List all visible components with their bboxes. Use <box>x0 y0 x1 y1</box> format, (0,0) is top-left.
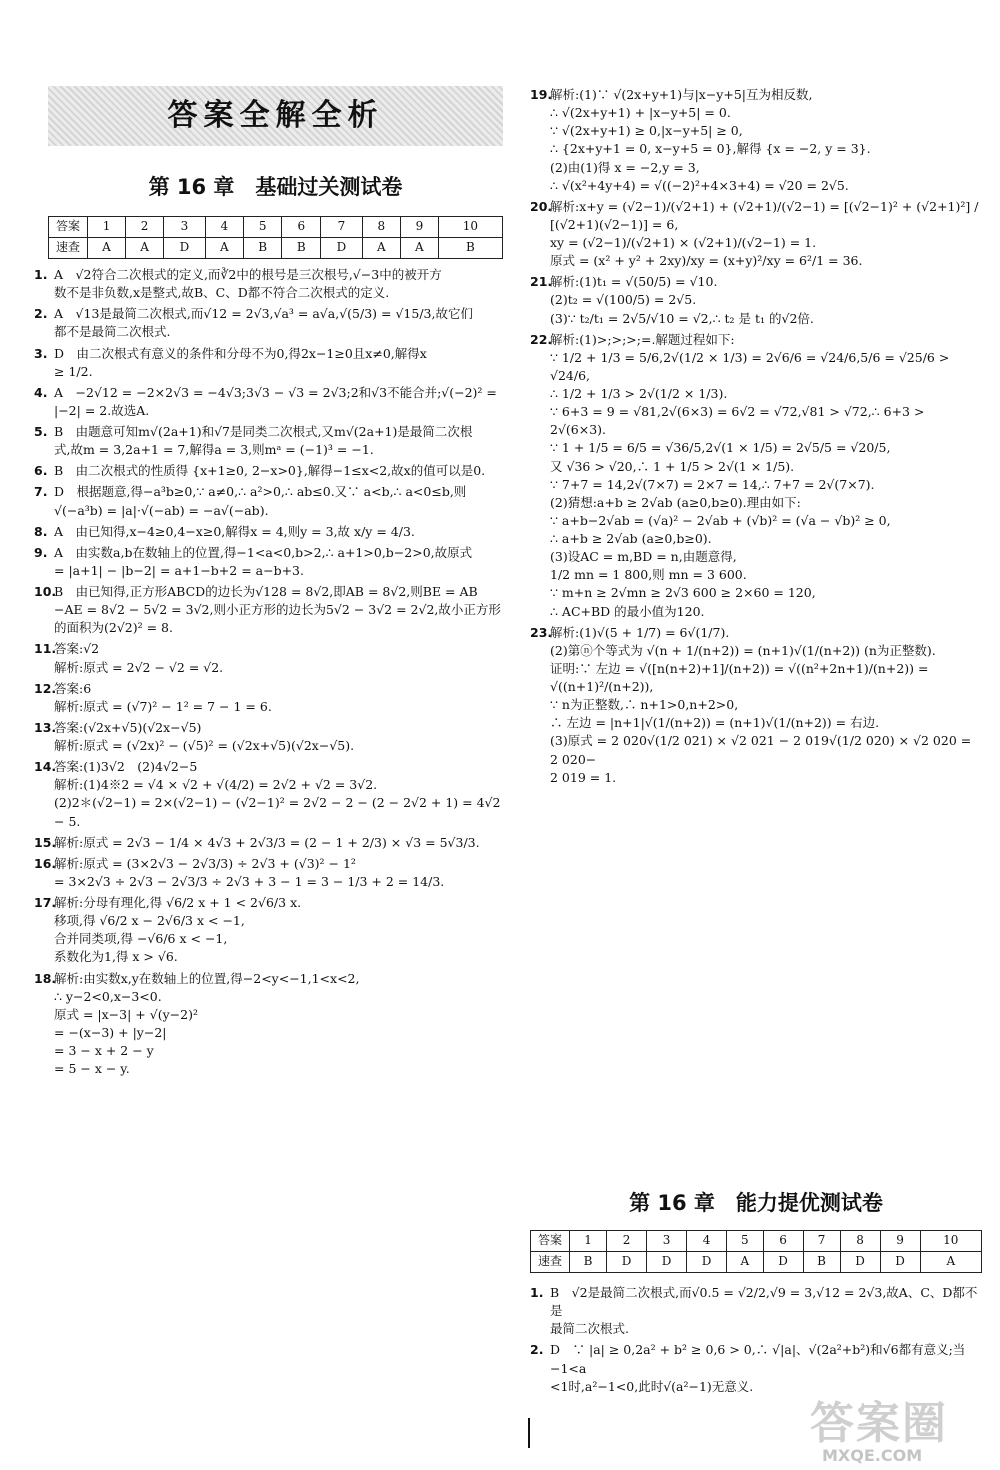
answer-item <box>34 305 506 341</box>
answer-item <box>34 462 506 480</box>
answer-item <box>530 1341 982 1395</box>
answer-key-table-1 <box>48 216 503 259</box>
key-cell: D <box>687 1252 727 1273</box>
answer-line: 答案:6 <box>54 680 92 696</box>
answer-line: 又 √36 > √20,∴ 1 + 1/5 > 2√(1 × 1/5). <box>550 458 795 474</box>
answer-item <box>530 273 982 327</box>
key-cell: A <box>727 1252 763 1273</box>
key-cell: 速查 <box>49 238 88 259</box>
answer-number: 15. <box>34 834 57 850</box>
answer-line: = |a+1| − |b−2| = a+1−b+2 = a−b+3. <box>54 562 304 578</box>
answer-line: ∴ 左边 = |n+1|√(1/(n+2)) = (n+1)√(1/(n+2)) = 右边. <box>550 715 880 731</box>
answer-line: A 由已知得,x−4≥0,4−x≥0,解得x = 4,则y = 3,故 x/y = 4/3. <box>54 523 415 539</box>
answer-item <box>34 583 506 637</box>
answer-item <box>34 680 506 716</box>
column-divider-mark <box>528 1418 530 1448</box>
answer-number: 6. <box>34 463 48 479</box>
answer-line: |−2| = 2.故选A. <box>54 402 150 418</box>
answer-line: = −(x−3) + |y−2| <box>54 1024 167 1040</box>
key-cell: D <box>880 1252 920 1273</box>
answer-item <box>34 758 506 831</box>
answer-line: 都不是最简二次根式. <box>54 324 171 340</box>
answer-line: ∴ √(x²+4y+4) = √((−2)²+4×3+4) = √20 = 2√5. <box>550 177 849 193</box>
answer-number: 19. <box>530 87 553 102</box>
answer-number: 23. <box>530 624 553 640</box>
answer-number: 3. <box>34 345 48 361</box>
key-cell: 7 <box>321 217 363 238</box>
answer-line: 解析:原式 = (√2x)² − (√5)² = (√2x+√5)(√2x−√5). <box>54 738 355 753</box>
answer-line: 原式 = (x² + y² + 2xy)/xy = (x+y)²/xy = 6²/1 = 36. <box>550 253 863 269</box>
answer-line: 解析:x+y = (√2−1)/(√2+1) + (√2+1)/(√2−1) = [(√2−1)² + (√2+1)²] / [(√2+1)(√2−1)] = 6, <box>550 198 979 232</box>
left-answer-list <box>34 266 506 1081</box>
answer-line: D 由二次根式有意义的条件和分母不为0,得2x−1≥0且x≠0,解得x <box>54 345 427 361</box>
answer-item <box>530 1284 982 1338</box>
answer-line: 式,故m = 3,2a+1 = 7,解得a = 3,则mᵃ = (−1)³ = −1. <box>54 442 374 458</box>
answer-line: = 3 − x + 2 − y <box>54 1043 154 1058</box>
answer-line: 解析:(1)>;>;>;=.解题过程如下: <box>550 331 735 347</box>
answer-line: ∵ n为正整数,∴ n+1>0,n+2>0, <box>550 697 739 713</box>
answer-line: ∴ 1/2 + 1/3 > 2√(1/2 × 1/3). <box>550 386 728 401</box>
answer-key-answer-row <box>49 238 503 259</box>
answer-key-header-row <box>49 217 503 238</box>
banner-title: 答案全解全析 <box>48 86 503 146</box>
answer-line: ∴ {2x+y+1 = 0, x−y+5 = 0},解得 {x = −2, y = 3}. <box>550 141 871 157</box>
answer-line: 2 019 = 1. <box>550 769 617 785</box>
answer-item <box>530 86 982 195</box>
answer-line: ≥ 1/2. <box>54 363 93 379</box>
key-cell: 1 <box>570 1231 607 1252</box>
answer-number: 13. <box>34 719 57 735</box>
answer-line: ∵ 7+7 = 14,2√(7×7) = 2×7 = 14,∴ 7+7 = 2√(7×7). <box>550 476 875 492</box>
key-cell: 4 <box>687 1231 727 1252</box>
key-cell: B <box>570 1252 607 1273</box>
key-cell: D <box>321 238 363 259</box>
key-cell: 10 <box>438 217 502 238</box>
key-cell: 9 <box>880 1231 920 1252</box>
answer-line: 解析:(1)∵ √(2x+y+1)与|x−y+5|互为相反数, <box>550 87 813 102</box>
key-cell: 5 <box>243 217 282 238</box>
answer-line: 证明:∵ 左边 = √([n(n+2)+1]/(n+2)) = √((n²+2n+1)/(n+2)) = √((n+1)²/(n+2)), <box>550 660 929 694</box>
answer-item <box>530 198 982 271</box>
answer-item <box>34 266 506 302</box>
answer-line: ∴ AC+BD 的最小值为120. <box>550 603 705 619</box>
answer-item <box>530 331 982 621</box>
answer-line: (3)原式 = 2 020√(1/2 021) × √2 021 − 2 019√(1/2 020) × √2 020 = 2 020− <box>550 733 972 767</box>
answer-line: 系数化为1,得 x > √6. <box>54 949 178 965</box>
key-cell: 9 <box>400 217 438 238</box>
answer-line: √(−a³b) = |a|·√(−ab) = −a√(−ab). <box>54 502 269 518</box>
answer-number: 18. <box>34 970 57 986</box>
answer-line: 的面积为(2√2)² = 8. <box>54 620 173 636</box>
right-answer-list-2 <box>530 1284 982 1399</box>
answer-line: A −2√12 = −2×2√3 = −4√3;3√3 − √3 = 2√3;2和√3不能合并;√(−2)² = <box>54 384 497 400</box>
answer-line: 解析:(1)t₁ = √(50/5) = √10. <box>550 274 718 290</box>
answer-line: B √2是最简二次根式,而√0.5 = √2/2,√9 = 3,√12 = 2√3,故A、C、D都不是 <box>550 1285 978 1319</box>
answer-line: ∵ √(2x+y+1) ≥ 0,|x−y+5| ≥ 0, <box>550 123 743 139</box>
answer-line: ∵ a+b−2√ab = (√a)² − 2√ab + (√b)² = (√a − √b)² ≥ 0, <box>550 512 891 528</box>
answer-item <box>34 523 506 541</box>
answer-line: 答案:(1)3√2 (2)4√2−5 <box>54 759 198 775</box>
key-cell: 8 <box>362 217 400 238</box>
answer-line: 解析:原式 = 2√3 − 1/4 × 4√3 + 2√3/3 = (2 − 1 + 2/3) × √3 = 5√3/3. <box>54 834 480 850</box>
answer-line: ∵ 1/2 + 1/3 = 5/6,2√(1/2 × 1/3) = 2√6/6 = √24/6,5/6 = √25/6 > √24/6, <box>550 349 950 383</box>
watermark-url: MXQE.COM <box>822 1446 923 1465</box>
key-cell: B <box>243 238 282 259</box>
key-cell: 2 <box>126 217 164 238</box>
key-cell: A <box>88 238 126 259</box>
key-cell: D <box>647 1252 687 1273</box>
answer-number: 11. <box>34 641 57 657</box>
answer-line: 合并同类项,得 −√6/6 x < −1, <box>54 931 228 947</box>
answer-line: ∵ m+n ≥ 2√mn ≥ 2√3 600 ≥ 2×60 = 120, <box>550 585 816 601</box>
answer-line: A √13是最简二次根式,而√12 = 2√3,√a³ = a√a,√(5/3) = √15/3,故它们 <box>54 306 473 322</box>
answer-line: <1时,a²−1<0,此时√(a²−1)无意义. <box>550 1378 754 1394</box>
key-cell: D <box>763 1252 803 1273</box>
answer-key-answer-row <box>531 1252 982 1273</box>
key-cell: 8 <box>840 1231 880 1252</box>
key-cell: D <box>164 238 206 259</box>
answer-item <box>34 894 506 967</box>
answer-line: (3)∵ t₂/t₁ = 2√5/√10 = √2,∴ t₂ 是 t₁ 的√2倍. <box>550 310 814 326</box>
answer-line: −AE = 8√2 − 5√2 = 3√2,则小正方形的边长为5√2 − 3√2 = 2√2,故小正方形 <box>54 602 501 618</box>
answer-number: 16. <box>34 855 57 871</box>
answer-line: 解析:原式 = 2√2 − √2 = √2. <box>54 659 224 675</box>
answer-number: 4. <box>34 384 48 400</box>
answer-number: 20. <box>530 198 553 214</box>
key-cell: A <box>126 238 164 259</box>
answer-line: D 根据题意,得−a³b≥0,∵ a≠0,∴ a²>0,∴ ab≤0.又∵ a<b,∴ a<0≤b,则 <box>54 484 467 500</box>
answer-item <box>34 855 506 891</box>
answer-number: 5. <box>34 424 48 439</box>
answer-line: (3)设AC = m,BD = n,由题意得, <box>550 549 737 565</box>
right-answer-list <box>530 86 982 790</box>
key-cell: A <box>205 238 243 259</box>
section1-title: 第 16 章 基础过关测试卷 <box>148 175 403 199</box>
answer-item <box>34 719 506 755</box>
answer-number: 9. <box>34 544 48 560</box>
key-cell: B <box>438 238 502 259</box>
answer-line: (2)t₂ = √(100/5) = 2√5. <box>550 292 697 308</box>
section2-title: 第 16 章 能力提优测试卷 <box>629 1191 883 1215</box>
answer-line: A 由实数a,b在数轴上的位置,得−1<a<0,b>2,∴ a+1>0,b−2>0,故原式 <box>54 544 473 560</box>
answer-number: 8. <box>34 523 48 539</box>
key-cell: 1 <box>88 217 126 238</box>
key-cell: B <box>803 1252 840 1273</box>
answer-number: 12. <box>34 680 57 696</box>
answer-item <box>34 345 506 381</box>
key-cell: 3 <box>647 1231 687 1252</box>
answer-item <box>34 544 506 580</box>
answer-line: 答案:√2 <box>54 641 100 657</box>
key-cell: 10 <box>920 1231 981 1252</box>
key-cell: A <box>400 238 438 259</box>
answer-line: ∴ √(2x+y+1) + |x−y+5| = 0. <box>550 105 731 121</box>
answer-line: 原式 = |x−3| + √(y−2)² <box>54 1006 198 1022</box>
answer-line: ∴ y−2<0,x−3<0. <box>54 988 162 1004</box>
key-cell: A <box>920 1252 981 1273</box>
answer-number: 22. <box>530 331 553 347</box>
key-cell: A <box>362 238 400 259</box>
answer-line: 解析:分母有理化,得 √6/2 x + 1 < 2√6/3 x. <box>54 895 302 910</box>
key-cell: 3 <box>164 217 206 238</box>
answer-line: ∵ 6+3 = 9 = √81,2√(6×3) = 6√2 = √72,√81 > √72,∴ 6+3 > 2√(6×3). <box>550 404 925 438</box>
answer-line: (2)由(1)得 x = −2,y = 3, <box>550 159 700 175</box>
answer-line: A √2符合二次根式的定义,而∛2中的根号是三次根号,√−3中的被开方 <box>54 267 442 282</box>
answer-line: B 由题意可知m√(2a+1)和√7是同类二次根式,又m√(2a+1)是最简二次根 <box>54 424 473 439</box>
answer-line: = 3×2√3 ÷ 2√3 − 2√3/3 ÷ 2√3 + 3 − 1 = 3 − 1/3 + 2 = 14/3. <box>54 873 445 889</box>
answer-line: (2)2＊(√2−1) = 2×(√2−1) − (√2−1)² = 2√2 − 2 − (2 − 2√2 + 1) = 4√2 − 5. <box>54 795 501 829</box>
answer-item <box>34 423 506 459</box>
answer-number: 21. <box>530 274 553 290</box>
answer-line: ∵ 1 + 1/5 = 6/5 = √36/5,2√(1 × 1/5) = 2√5/5 = √20/5, <box>550 440 891 456</box>
answer-key-header-row <box>531 1231 982 1252</box>
answer-number: 2. <box>34 306 48 322</box>
answer-line: (2)第ⓝ个等式为 √(n + 1/(n+2)) = (n+1)√(1/(n+2)) (n为正整数). <box>550 642 936 658</box>
answer-item <box>34 483 506 519</box>
answer-item <box>34 970 506 1079</box>
answer-item <box>34 640 506 676</box>
answer-line: ∴ a+b ≥ 2√ab (a≥0,b≥0). <box>550 531 712 546</box>
answer-number: 14. <box>34 759 57 775</box>
key-cell: 答案 <box>49 217 88 238</box>
key-cell: D <box>840 1252 880 1273</box>
answer-line: 解析:(1)4※2 = √4 × √2 + √(4/2) = 2√2 + √2 = 3√2. <box>54 777 378 793</box>
answer-line: 解析:(1)√(5 + 1/7) = 6√(1/7). <box>550 624 730 640</box>
answer-line: xy = (√2−1)/(√2+1) × (√2+1)/(√2−1) = 1. <box>550 235 817 250</box>
answer-line: 数不是非负数,x是整式,故B、C、D都不符合二次根式的定义. <box>54 285 390 301</box>
answer-line: 1/2 mn = 1 800,则 mn = 3 600. <box>550 567 747 583</box>
key-cell: B <box>282 238 321 259</box>
key-cell: 6 <box>282 217 321 238</box>
answer-line: B 由已知得,正方形ABCD的边长为√128 = 8√2,即AB = 8√2,则BE = AB <box>54 584 478 599</box>
answer-number: 7. <box>34 484 48 500</box>
answer-number: 10. <box>34 584 57 599</box>
key-cell: 6 <box>763 1231 803 1252</box>
answer-number: 2. <box>530 1342 544 1358</box>
answer-item <box>34 384 506 420</box>
answer-line: 解析:原式 = (√7)² − 1² = 7 − 1 = 6. <box>54 698 272 714</box>
key-cell: 答案 <box>531 1231 570 1252</box>
answer-item <box>34 834 506 852</box>
answer-line: B 由二次根式的性质得 {x+1≥0, 2−x>0},解得−1≤x<2,故x的值可以是0. <box>54 463 486 479</box>
answer-line: 解析:原式 = (3×2√3 − 2√3/3) ÷ 2√3 + (√3)² − 1² <box>54 855 356 871</box>
answer-item <box>530 624 982 787</box>
answer-line: = 5 − x − y. <box>54 1061 130 1077</box>
key-cell: 4 <box>205 217 243 238</box>
key-cell: 速查 <box>531 1252 570 1273</box>
watermark-logo: 答案圈 <box>810 1398 948 1449</box>
answer-line: 移项,得 √6/2 x − 2√6/3 x < −1, <box>54 913 245 929</box>
answer-line: 最简二次根式. <box>550 1321 629 1337</box>
answer-line: (2)猜想:a+b ≥ 2√ab (a≥0,b≥0).理由如下: <box>550 494 801 510</box>
key-cell: 7 <box>803 1231 840 1252</box>
answer-number: 17. <box>34 895 57 910</box>
answer-number: 1. <box>34 267 48 282</box>
answer-line: 解析:由实数x,y在数轴上的位置,得−2<y<−1,1<x<2, <box>54 970 360 986</box>
key-cell: 5 <box>727 1231 763 1252</box>
answer-number: 1. <box>530 1285 544 1300</box>
key-cell: 2 <box>607 1231 647 1252</box>
answer-line: D ∵ |a| ≥ 0,2a² + b² ≥ 0,6 > 0,∴ √|a|、√(2a²+b²)和√6都有意义;当−1<a <box>550 1342 966 1376</box>
key-cell: D <box>607 1252 647 1273</box>
answer-line: 答案:(√2x+√5)(√2x−√5) <box>54 719 202 735</box>
answer-key-table-2 <box>530 1230 982 1273</box>
